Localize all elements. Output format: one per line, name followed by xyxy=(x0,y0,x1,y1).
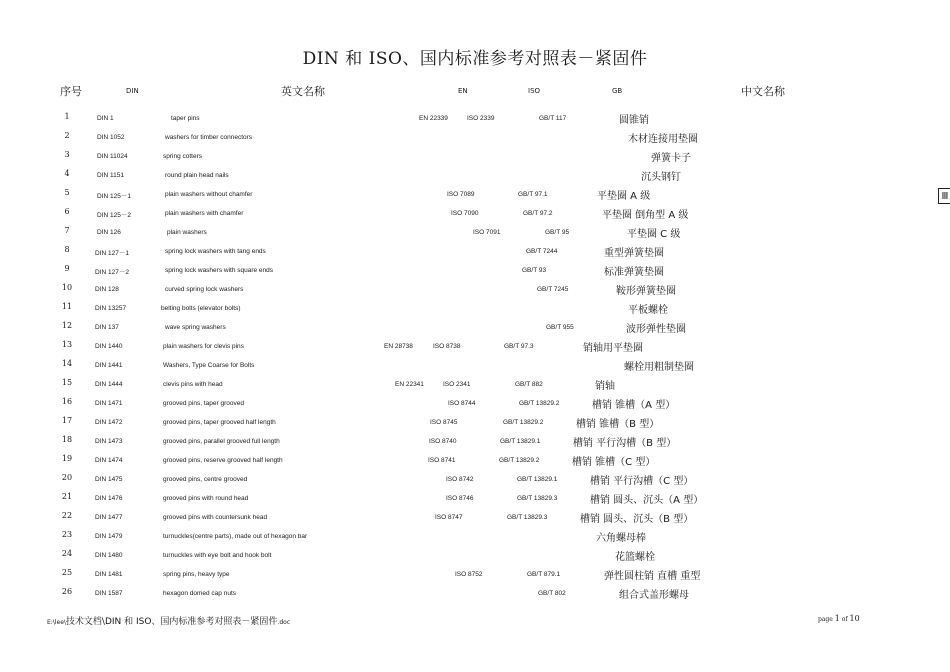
iso-code: ISO 7090 xyxy=(451,210,479,217)
page-of: of xyxy=(841,616,848,623)
page-label: page xyxy=(818,616,833,623)
chinese-name: 槽销 锥槽（B 型） xyxy=(576,419,660,430)
chinese-name: 沉头钢钉 xyxy=(641,172,681,183)
english-name: spring lock washers with tang ends xyxy=(165,248,266,255)
din-code: DIN 1440 xyxy=(95,343,123,350)
row-number: 16 xyxy=(61,397,73,406)
din-code: DIN 1151 xyxy=(97,172,124,179)
chinese-name: 槽销 圆头、沉头（B 型） xyxy=(580,514,694,525)
chinese-name: 平垫圈 A 级 xyxy=(597,191,651,202)
chinese-name: 弹性圆柱销 直槽 重型 xyxy=(604,571,701,582)
chinese-name: 平板螺栓 xyxy=(628,305,668,316)
gb-code: GB/T 97.2 xyxy=(523,210,553,217)
english-name: grooved pins with round head xyxy=(163,495,249,502)
row-number: 6 xyxy=(64,207,70,216)
chinese-name: 圆锥销 xyxy=(619,115,649,126)
english-name: plain washers with chamfer xyxy=(165,210,244,217)
din-code: DIN 1480 xyxy=(95,552,123,559)
header-en: EN xyxy=(458,87,468,95)
english-name: clevis pins with head xyxy=(163,381,223,388)
din-code: DIN 1471 xyxy=(95,400,123,407)
din-code: DIN 1052 xyxy=(97,134,125,141)
chinese-name: 槽销 锥槽（A 型） xyxy=(592,400,676,411)
gb-code: GB/T 117 xyxy=(539,115,567,122)
din-code: DIN 1474 xyxy=(95,457,123,464)
footer-path-main: 技术文档\DIN 和 ISO、国内标准参考对照表－紧固件 xyxy=(65,617,278,627)
chinese-name: 标准弹簧垫圈 xyxy=(604,267,664,278)
chinese-name: 波形弹性垫圈 xyxy=(626,324,686,335)
din-code: DIN 1475 xyxy=(95,476,123,483)
en-code: EN 22341 xyxy=(395,381,424,388)
din-code: DIN 11024 xyxy=(97,153,128,160)
english-name: spring lock washers with square ends xyxy=(165,267,274,274)
row-number: 23 xyxy=(61,530,73,539)
row-number: 12 xyxy=(61,321,73,330)
iso-code: ISO 8747 xyxy=(435,514,463,521)
gb-code: GB/T 7244 xyxy=(526,248,558,255)
iso-code: ISO 8738 xyxy=(433,343,461,350)
english-name: grooved pins, reserve grooved half length xyxy=(163,457,283,464)
english-name: Washers, Type Coarse for Bolts xyxy=(163,362,255,369)
chinese-name: 鞍形弹簧垫圈 xyxy=(616,286,676,297)
row-number: 1 xyxy=(64,112,70,121)
gb-code: GB/T 13829.1 xyxy=(500,438,541,445)
din-code: DIN 1477 xyxy=(95,514,123,521)
iso-code: ISO 8742 xyxy=(446,476,474,483)
english-name: curved spring lock washers xyxy=(165,286,244,293)
chinese-name: 木材连接用垫圈 xyxy=(628,134,698,145)
english-name: plain washers xyxy=(167,229,207,236)
row-number: 13 xyxy=(61,340,73,349)
header-seq: 序号 xyxy=(60,85,82,98)
din-code: DIN 1441 xyxy=(95,362,123,369)
chinese-name: 组合式盖形螺母 xyxy=(619,590,689,601)
row-number: 26 xyxy=(61,587,73,596)
english-name: hexagon domed cap nuts xyxy=(163,590,236,597)
din-code: DIN 1479 xyxy=(95,533,123,540)
english-name: grooved pins, centre grooved xyxy=(163,476,248,483)
row-number: 19 xyxy=(61,454,73,463)
chinese-name: 槽销 平行沟槽（C 型） xyxy=(590,476,694,487)
page-current: 1 xyxy=(834,614,840,623)
page-number xyxy=(818,614,860,623)
english-name: washers for timber connectors xyxy=(165,134,253,141)
row-number: 8 xyxy=(64,245,70,254)
gb-code: GB/T 13829.3 xyxy=(507,514,548,521)
iso-code: ISO 8746 xyxy=(446,495,474,502)
row-number: 18 xyxy=(61,435,73,444)
gb-code: GB/T 13829.2 xyxy=(503,419,544,426)
chinese-name: 槽销 锥槽（C 型） xyxy=(572,457,656,468)
gb-code: GB/T 97.1 xyxy=(518,191,548,198)
english-name: wave spring washers xyxy=(165,324,226,331)
en-code: EN 22339 xyxy=(419,115,448,122)
chinese-name: 弹簧卡子 xyxy=(651,153,691,164)
english-name: turnuckles(centre parts), made out of hexagon bar xyxy=(163,533,308,540)
en-code: EN 28738 xyxy=(384,343,413,350)
din-code: DIN 13257 xyxy=(95,305,127,312)
iso-code: ISO 8740 xyxy=(429,438,457,445)
iso-code: ISO 8744 xyxy=(448,400,476,407)
din-code: DIN 125－1 xyxy=(97,193,131,200)
din-code: DIN 1444 xyxy=(95,381,123,388)
chinese-name: 平垫圈 C 级 xyxy=(627,229,681,240)
gb-code: GB/T 95 xyxy=(545,229,570,236)
din-code: DIN 1587 xyxy=(95,590,123,597)
chinese-name: 平垫圈 倒角型 A 级 xyxy=(602,210,689,221)
gb-code: GB/T 7245 xyxy=(537,286,569,293)
english-name: grooved pins, taper grooved xyxy=(163,400,244,407)
row-number: 22 xyxy=(61,511,73,520)
header-gb: GB xyxy=(612,87,623,95)
din-code: DIN 1473 xyxy=(95,438,123,445)
chinese-name: 槽销 平行沟槽（B 型） xyxy=(573,438,677,449)
english-name: round plain head nails xyxy=(165,172,229,179)
footer-path xyxy=(47,614,290,627)
footer-path-prefix: E:\lee\ xyxy=(47,619,66,626)
din-code: DIN 127－1 xyxy=(95,250,129,257)
din-code: DIN 126 xyxy=(97,229,121,236)
chinese-name: 六角螺母棒 xyxy=(596,533,646,544)
din-code: DIN 1476 xyxy=(95,495,123,502)
page-total: 10 xyxy=(849,614,860,623)
row-number: 20 xyxy=(61,473,73,482)
row-number: 2 xyxy=(64,131,70,140)
row-number: 15 xyxy=(61,378,73,387)
row-number: 9 xyxy=(64,264,70,273)
iso-code: ISO 7091 xyxy=(473,229,501,236)
chinese-name: 销轴 xyxy=(595,381,615,392)
row-number: 11 xyxy=(61,302,73,311)
row-number: 4 xyxy=(64,169,70,178)
english-name: spring pins, heavy type xyxy=(163,571,230,578)
iso-code: ISO 8745 xyxy=(430,419,458,426)
gb-code: GB/T 13829.1 xyxy=(517,476,558,483)
gb-code: GB/T 13829.2 xyxy=(499,457,540,464)
iso-code: ISO 2339 xyxy=(467,115,495,122)
chinese-name: 花篮螺栓 xyxy=(615,552,655,563)
english-name: grooved pins with countersunk head xyxy=(163,514,268,521)
header-din: DIN xyxy=(126,87,139,95)
page-title: DIN 和 ISO、国内标准参考对照表－紧固件 xyxy=(302,49,648,69)
side-mark: Ⅲ xyxy=(938,188,950,204)
header-iso: ISO xyxy=(528,87,541,95)
chinese-name: 销轴用平垫圈 xyxy=(583,343,643,354)
row-number: 7 xyxy=(64,226,70,235)
din-code: DIN 137 xyxy=(95,324,119,331)
english-name: plain washers without chamfer xyxy=(165,191,253,198)
gb-code: GB/T 13829.3 xyxy=(517,495,558,502)
footer-path-ext: .doc xyxy=(277,619,291,626)
din-code: DIN 1472 xyxy=(95,419,123,426)
row-number: 24 xyxy=(61,549,73,558)
din-code: DIN 125－2 xyxy=(97,212,131,219)
row-number: 14 xyxy=(61,359,73,368)
row-number: 21 xyxy=(61,492,73,501)
english-name: grooved pins, taper grooved half length xyxy=(163,419,276,426)
english-name: plain washers for clevis pins xyxy=(163,343,244,350)
gb-code: GB/T 97.3 xyxy=(504,343,534,350)
iso-code: ISO 2341 xyxy=(443,381,471,388)
iso-code: ISO 8741 xyxy=(428,457,456,464)
gb-code: GB/T 802 xyxy=(538,590,566,597)
row-number: 25 xyxy=(61,568,73,577)
row-number: 3 xyxy=(64,150,70,159)
gb-code: GB/T 879.1 xyxy=(527,571,561,578)
english-name: belting bolts (elevator bolts) xyxy=(161,305,241,312)
din-code: DIN 1481 xyxy=(95,571,123,578)
gb-code: GB/T 955 xyxy=(546,324,574,331)
gb-code: GB/T 13829.2 xyxy=(519,400,560,407)
din-code: DIN 128 xyxy=(95,286,119,293)
row-number: 5 xyxy=(64,188,70,197)
din-code: DIN 1 xyxy=(97,115,114,122)
chinese-name: 槽销 圆头、沉头（A 型） xyxy=(590,495,704,506)
english-name: turnuckles with eye bolt and hook bolt xyxy=(163,552,272,559)
english-name: grooved pins, parallel grooved full length xyxy=(163,438,280,445)
chinese-name: 螺栓用粗制垫圈 xyxy=(624,362,694,373)
header-cn-name: 中文名称 xyxy=(741,85,785,98)
gb-code: GB/T 93 xyxy=(522,267,547,274)
iso-code: ISO 7089 xyxy=(447,191,475,198)
row-number: 10 xyxy=(61,283,73,292)
din-code: DIN 127－2 xyxy=(95,269,129,276)
row-number: 17 xyxy=(61,416,73,425)
chinese-name: 重型弹簧垫圈 xyxy=(604,248,664,259)
gb-code: GB/T 882 xyxy=(515,381,543,388)
english-name: spring cotters xyxy=(163,153,203,160)
english-name: taper pins xyxy=(171,115,200,122)
iso-code: ISO 8752 xyxy=(455,571,483,578)
header-en-name: 英文名称 xyxy=(281,85,325,98)
